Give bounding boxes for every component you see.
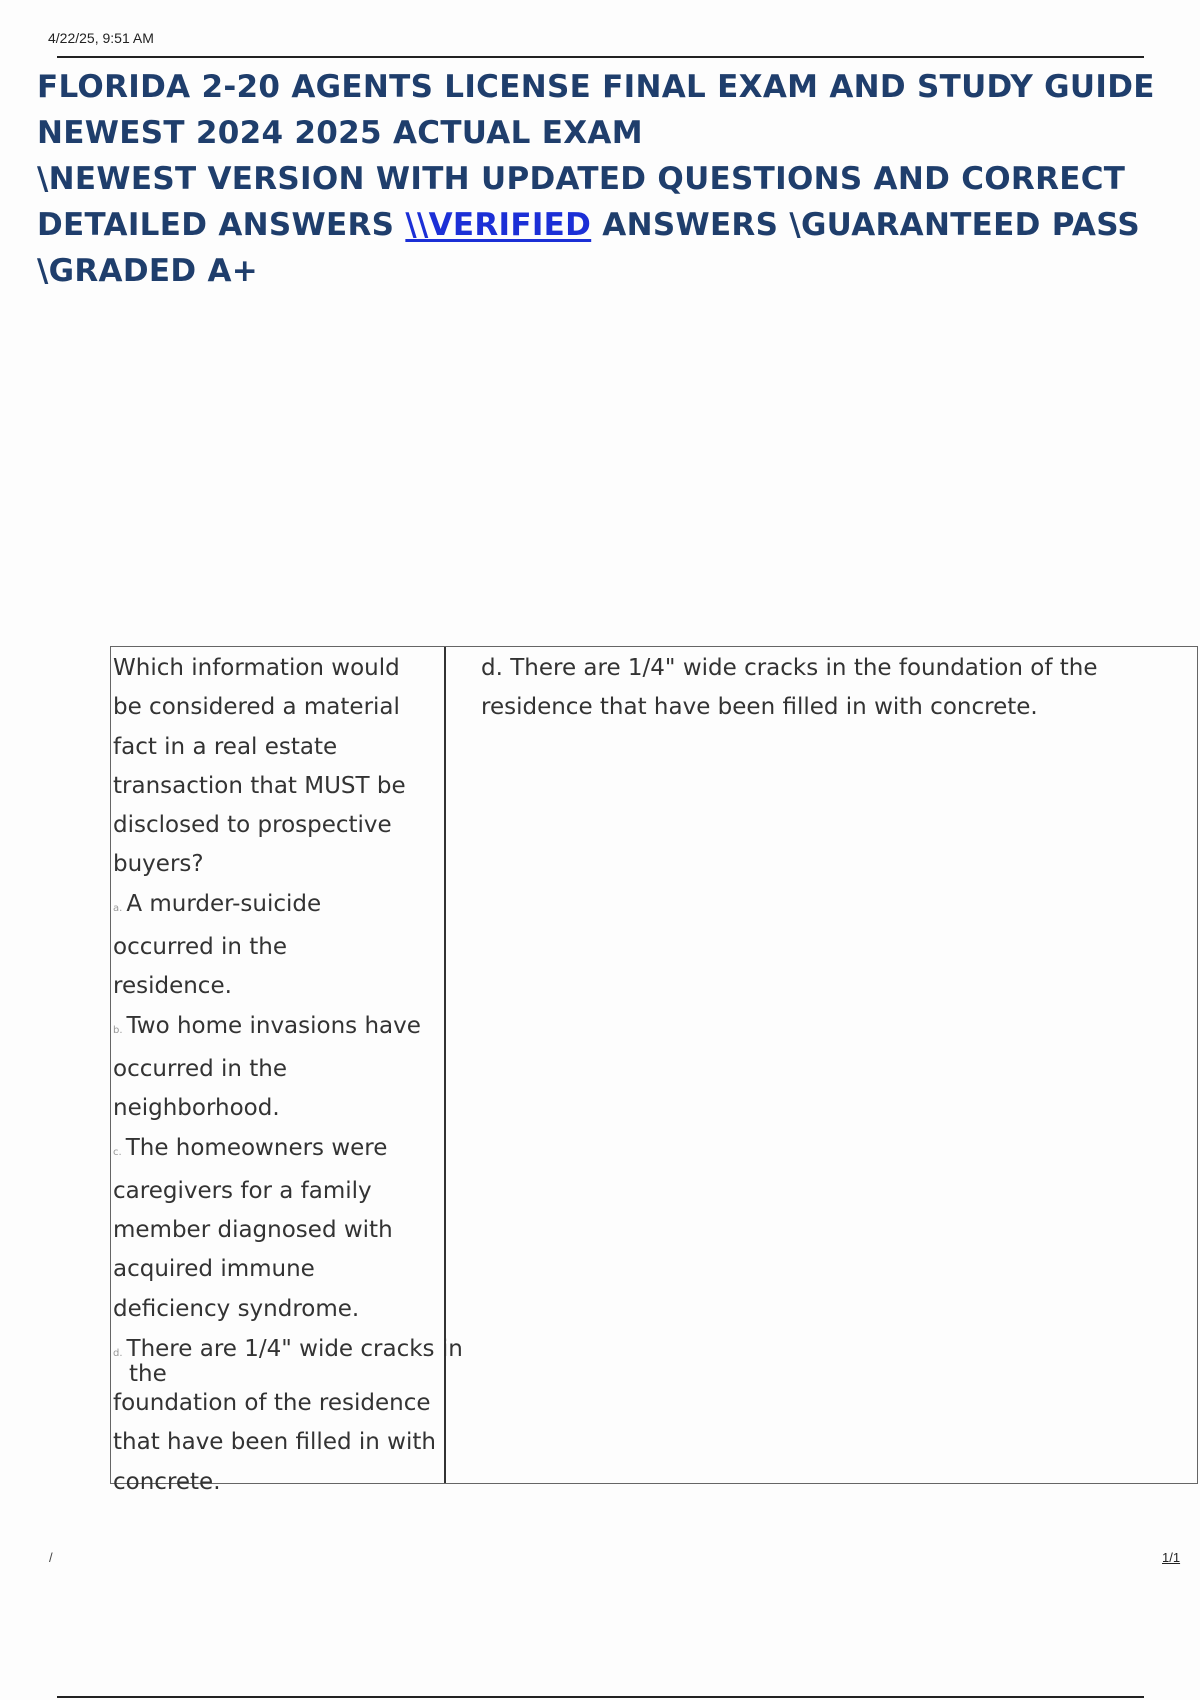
option-line: deficiency syndrome. bbox=[113, 1295, 360, 1322]
option-marker: c. bbox=[113, 1146, 122, 1158]
print-timestamp: 4/22/25, 9:51 AM bbox=[48, 30, 154, 46]
question-line: disclosed to prospective bbox=[113, 812, 392, 839]
option-marker: d. bbox=[113, 1348, 123, 1360]
question-line: Which information would bbox=[113, 655, 400, 681]
option-line: foundation of the residence bbox=[113, 1390, 431, 1417]
question-line: fact in a real estate bbox=[113, 733, 338, 760]
option-c bbox=[113, 1129, 444, 1329]
option-line: concrete. bbox=[113, 1468, 221, 1495]
option-line: neighborhood. bbox=[113, 1095, 280, 1122]
option-line: caregivers for a family bbox=[113, 1177, 372, 1204]
option-line bbox=[113, 1007, 444, 1050]
answer-cell bbox=[446, 647, 1197, 1483]
option-line: the bbox=[129, 1361, 167, 1388]
option-line bbox=[113, 885, 444, 928]
option-text: The homeowners were bbox=[125, 1134, 388, 1161]
question-answer-table bbox=[110, 646, 1198, 1495]
option-marker: a. bbox=[113, 902, 123, 914]
question-cell bbox=[111, 647, 463, 1495]
option-b bbox=[113, 1007, 444, 1129]
option-text: There are 1/4" wide cracks in bbox=[126, 1336, 463, 1363]
title-line-4 bbox=[37, 202, 1187, 248]
option-line: occurred in the bbox=[113, 1055, 288, 1082]
title-line-4-post: ANSWERS \GUARANTEED PASS bbox=[591, 207, 1141, 243]
title-line-2: NEWEST 2024 2025 ACTUAL EXAM bbox=[37, 115, 643, 151]
document-title bbox=[37, 64, 1187, 294]
option-line bbox=[113, 1129, 444, 1172]
title-line-3: \NEWEST VERSION WITH UPDATED QUESTIONS AND CORRECT bbox=[37, 161, 1126, 197]
title-line-5: \GRADED A+ bbox=[37, 253, 259, 289]
title-line-1: FLORIDA 2-20 AGENTS LICENSE FINAL EXAM AND STUDY GUIDE bbox=[37, 69, 1155, 105]
option-line: acquired immune bbox=[113, 1256, 315, 1283]
answer-line: residence that have been filled in with concrete. bbox=[481, 694, 1038, 721]
option-text: Two home invasions have bbox=[126, 1012, 421, 1039]
verified-link[interactable]: \\VERIFIED bbox=[405, 207, 592, 243]
option-line: that have been filled in with bbox=[113, 1429, 436, 1456]
answer-line: d. There are 1/4" wide cracks in the foundation of the bbox=[481, 655, 1098, 681]
option-a bbox=[113, 885, 444, 1007]
top-divider bbox=[57, 56, 1144, 58]
option-line: member diagnosed with bbox=[113, 1217, 393, 1244]
option-d-compact bbox=[113, 1329, 463, 1388]
bottom-divider bbox=[57, 1696, 1144, 1698]
question-line: buyers? bbox=[113, 851, 204, 878]
option-marker: b. bbox=[113, 1024, 123, 1036]
question-line: transaction that MUST be bbox=[113, 772, 406, 799]
footer-mark: / bbox=[49, 1550, 53, 1565]
option-line: residence. bbox=[113, 973, 232, 1000]
title-line-4-pre: DETAILED ANSWERS bbox=[37, 207, 406, 243]
option-text: A murder-suicide bbox=[126, 890, 322, 917]
option-d bbox=[113, 1329, 463, 1502]
question-line: be considered a material bbox=[113, 694, 400, 721]
page-number: 1/1 bbox=[1162, 1550, 1181, 1565]
option-line: occurred in the bbox=[113, 934, 288, 961]
